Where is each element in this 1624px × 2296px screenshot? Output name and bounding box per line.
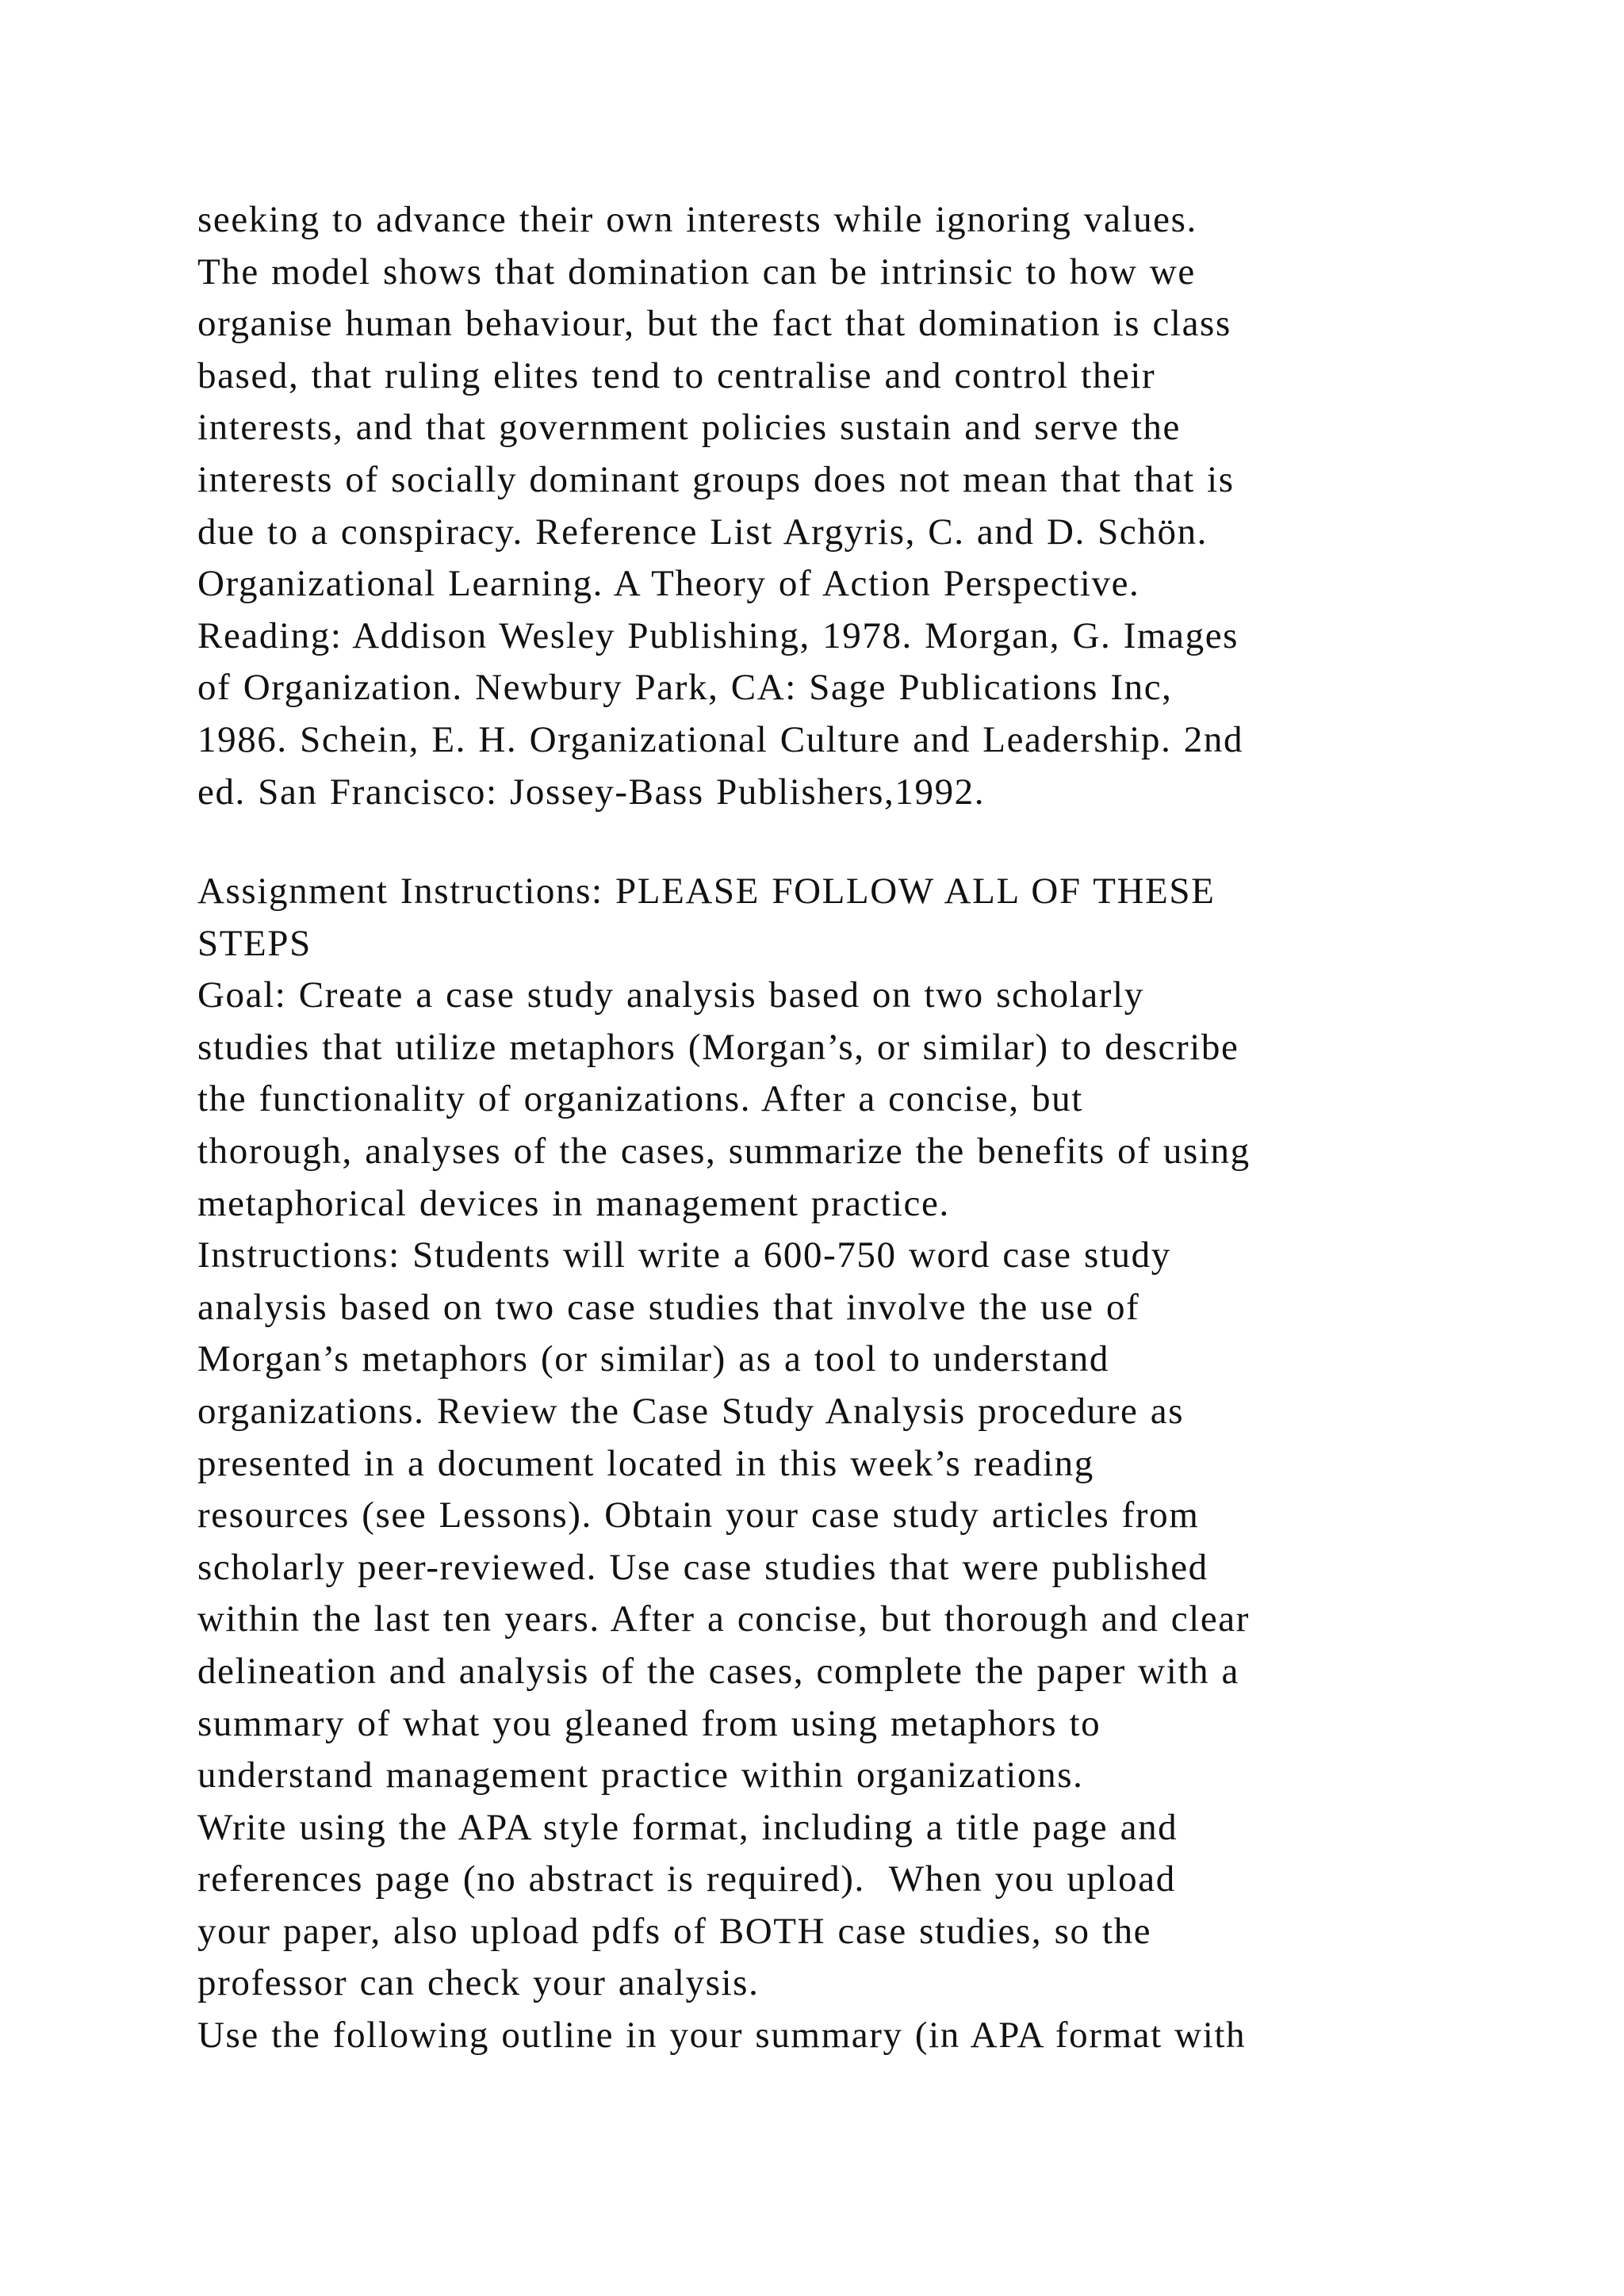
paragraph-references	[197, 194, 1498, 818]
text-line: Reading: Addison Wesley Publishing, 1978. Morgan, G. Images	[197, 614, 1239, 656]
text-line: Assignment Instructions: PLEASE FOLLOW ALL OF THESE	[197, 871, 1216, 912]
text-line: your paper, also upload pdfs of BOTH case studies, so the	[197, 1910, 1152, 1952]
text-line: metaphorical devices in management practice.	[197, 1182, 950, 1224]
text-line: ed. San Francisco: Jossey-Bass Publishers,1992.	[197, 771, 986, 813]
text-line: references page (no abstract is required). When you upload	[197, 1858, 1176, 1900]
paragraph-assignment-instructions	[197, 866, 1498, 2062]
text-line: organizations. Review the Case Study Analysis procedure as	[197, 1390, 1185, 1432]
text-line: organise human behaviour, but the fact that domination is class	[197, 303, 1231, 345]
text-line: The model shows that domination can be intrinsic to how we	[197, 251, 1196, 293]
text-line: Organizational Learning. A Theory of Action Perspective.	[197, 563, 1140, 605]
text-line: Use the following outline in your summary (in APA format with	[197, 2015, 1247, 2057]
text-line: within the last ten years. After a concise, but thorough and clear	[197, 1598, 1251, 1640]
text-line: 1986. Schein, E. H. Organizational Culture and Leadership. 2nd	[197, 718, 1244, 760]
text-line: professor can check your analysis.	[197, 1962, 760, 2004]
text-line: scholarly peer-reviewed. Use case studies that were published	[197, 1546, 1208, 1588]
text-line: Write using the APA style format, including a title page and	[197, 1806, 1178, 1848]
text-line: STEPS	[197, 922, 312, 964]
text-line: presented in a document located in this week’s reading	[197, 1442, 1094, 1484]
text-line: of Organization. Newbury Park, CA: Sage Publications Inc,	[197, 667, 1173, 709]
text-line: summary of what you gleaned from using metaphors to	[197, 1702, 1101, 1744]
text-line: understand management practice within organizations.	[197, 1755, 1084, 1797]
text-line: analysis based on two case studies that involve the use of	[197, 1286, 1140, 1328]
text-line: due to a conspiracy. Reference List Argyris, C. and D. Schön.	[197, 511, 1208, 553]
text-line: Instructions: Students will write a 600-750 word case study	[197, 1234, 1171, 1276]
text-line: interests of socially dominant groups does not mean that that is	[197, 458, 1235, 500]
text-line: seeking to advance their own interests while ignoring values.	[197, 199, 1197, 240]
text-line: delineation and analysis of the cases, complete the paper with a	[197, 1650, 1239, 1692]
text-line: thorough, analyses of the cases, summarize the benefits of using	[197, 1130, 1251, 1172]
text-line: Goal: Create a case study analysis based on two scholarly	[197, 974, 1144, 1016]
text-line: studies that utilize metaphors (Morgan’s, or similar) to describe	[197, 1026, 1239, 1068]
text-line: the functionality of organizations. After a concise, but	[197, 1078, 1083, 1120]
text-line: resources (see Lessons). Obtain your case study articles from	[197, 1494, 1200, 1536]
text-line: interests, and that government policies sustain and serve the	[197, 407, 1181, 449]
text-line: based, that ruling elites tend to centralise and control their	[197, 354, 1156, 396]
text-line: Morgan’s metaphors (or similar) as a tool to understand	[197, 1338, 1109, 1380]
